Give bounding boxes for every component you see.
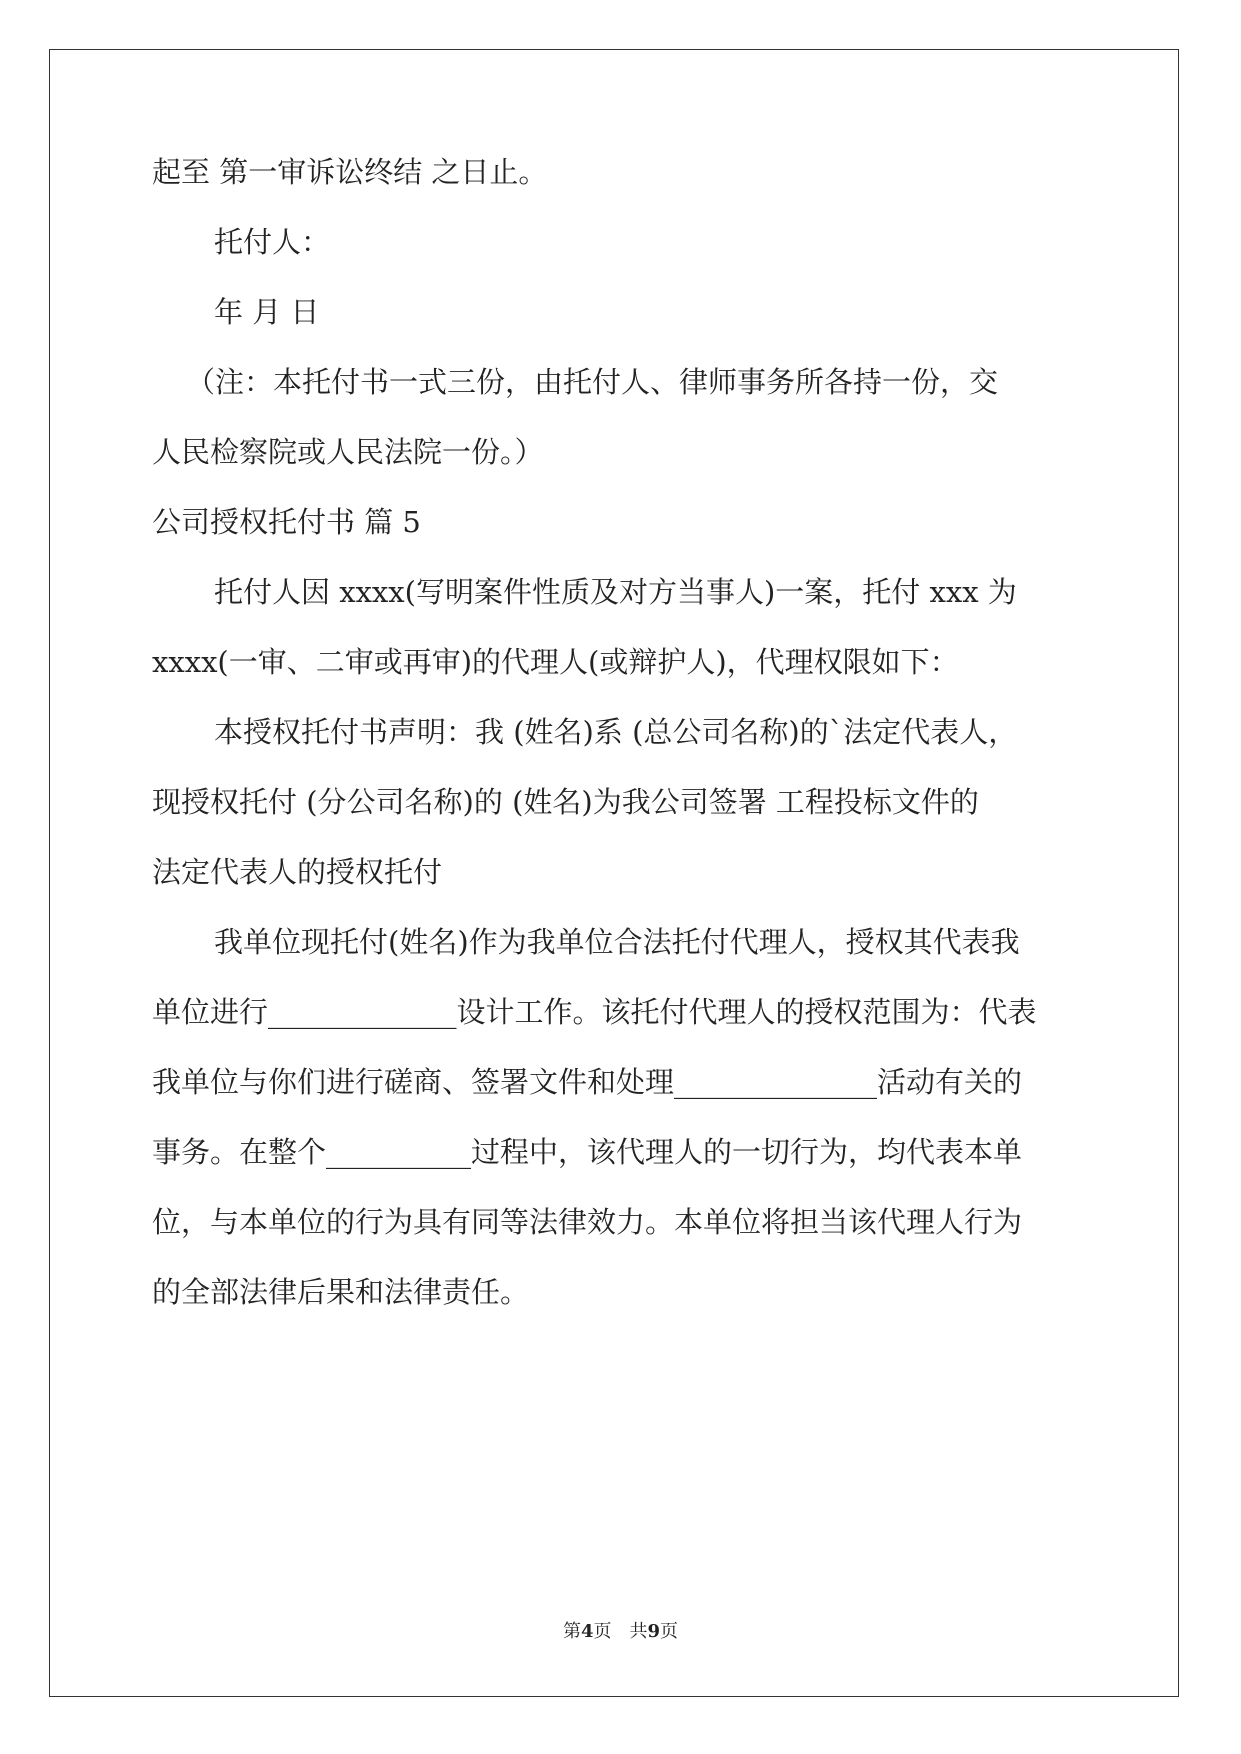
text-line-12: 我单位现托付(姓名)作为我单位合法托付代理人，授权其代表我	[214, 925, 1020, 959]
text-line-10: 现授权托付 (分公司名称)的 (姓名)为我公司签署 工程投标文件的	[152, 785, 979, 819]
footer-page-total: 9	[647, 1621, 661, 1642]
signer-label: 托付人：	[214, 225, 331, 259]
text-line-11: 法定代表人的授权托付	[152, 855, 443, 889]
text-line-15	[152, 1132, 1022, 1172]
note-line-2: 人民检察院或人民法院一份。）	[152, 435, 544, 469]
line13-pre: 单位进行	[152, 995, 269, 1029]
text-line-17: 的全部法律后果和法律责任。	[152, 1275, 530, 1309]
text-line-13	[152, 992, 1037, 1032]
line13-post: 设计工作。该托付代理人的授权范围为：代表	[456, 995, 1037, 1029]
line14-pre: 我单位与你们进行磋商、签署文件和处理	[152, 1065, 675, 1099]
footer-mid: 页 共	[593, 1621, 648, 1642]
line14-post: 活动有关的	[877, 1065, 1023, 1099]
fill-blank-1: _____________	[268, 995, 457, 1029]
date-line: 年 月 日	[214, 295, 320, 329]
line15-post: 过程中，该代理人的一切行为，均代表本单	[471, 1135, 1023, 1169]
line15-pre: 事务。在整个	[152, 1135, 327, 1169]
fill-blank-3: __________	[326, 1135, 472, 1169]
text-line-14	[152, 1062, 1022, 1102]
text-line-16: 位，与本单位的行为具有同等法律效力。本单位将担当该代理人行为	[152, 1205, 1023, 1239]
section-heading: 公司授权托付书 篇 5	[152, 505, 421, 539]
page-footer	[0, 1617, 1241, 1643]
footer-prefix: 第	[562, 1621, 581, 1642]
text-line-1: 起至 第一审诉讼终结 之日止。	[152, 155, 548, 189]
text-line-9: 本授权托付书声明：我 (姓名)系 (总公司名称)的`法定代表人，	[214, 715, 1018, 749]
footer-page-number: 4	[580, 1621, 594, 1642]
note-line-1: （注：本托付书一式三份，由托付人、律师事务所各持一份，交	[186, 365, 999, 399]
fill-blank-2: ______________	[674, 1065, 878, 1099]
text-line-8: xxxx(一审、二审或再审)的代理人(或辩护人)，代理权限如下：	[152, 645, 959, 679]
footer-suffix: 页	[660, 1621, 679, 1642]
text-line-7: 托付人因 xxxx(写明案件性质及对方当事人)一案，托付 xxx 为	[214, 575, 1017, 609]
